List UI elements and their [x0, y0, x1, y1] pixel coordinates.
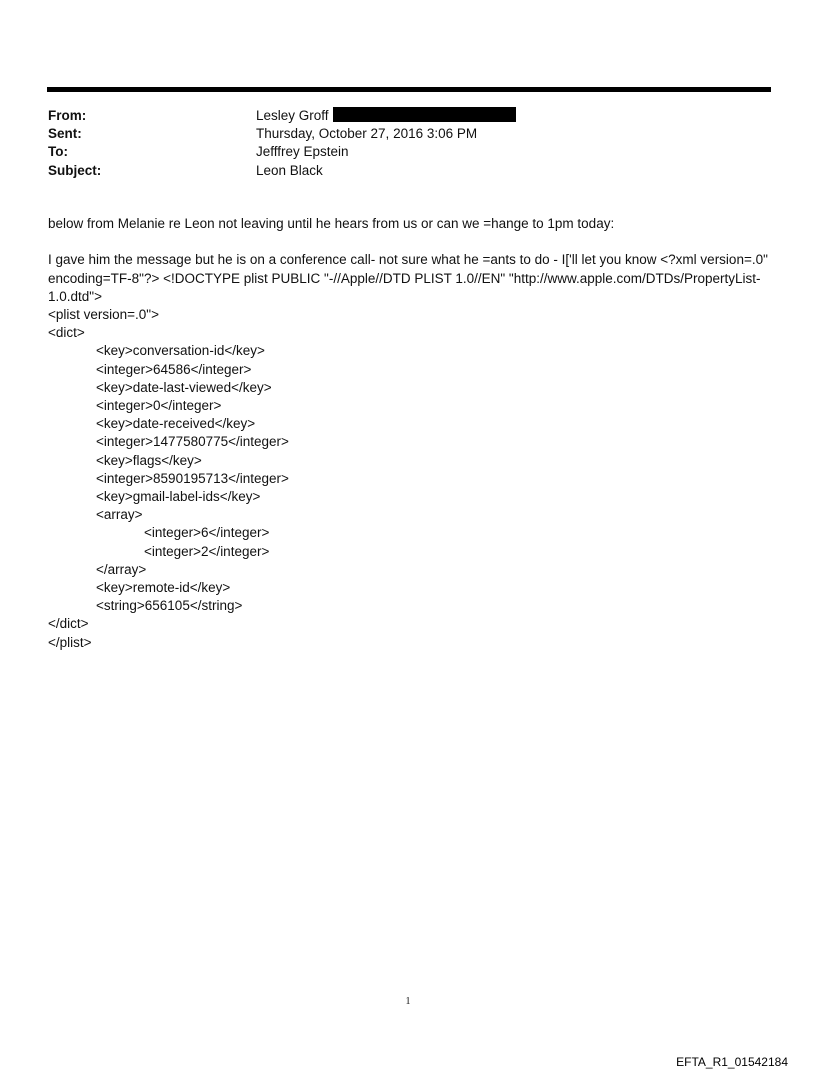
- xml-line: <integer>8590195713</integer>: [96, 470, 289, 486]
- xml-line: <dict>: [48, 325, 85, 341]
- xml-line: </plist>: [48, 634, 92, 650]
- xml-line: <integer>6</integer>: [144, 525, 270, 541]
- xml-line: <key>gmail-label-ids</key>: [96, 489, 261, 505]
- sender-name: Lesley Groff: [256, 108, 329, 123]
- from-label: From:: [48, 108, 87, 123]
- to-row: [48, 143, 516, 161]
- xml-line: <integer>0</integer>: [96, 398, 222, 414]
- xml-line: <integer>1477580775</integer>: [96, 434, 289, 450]
- email-body: [48, 215, 778, 652]
- xml-line: <plist version=.0">: [48, 307, 159, 322]
- sent-value: Thursday, October 27, 2016 3:06 PM: [256, 126, 478, 142]
- redaction-block: [333, 107, 516, 122]
- xml-line: <string>656105</string>: [96, 598, 243, 614]
- document-id: EFTA_R1_01542184: [676, 1055, 788, 1069]
- email-header: [48, 107, 516, 180]
- subject-row: [48, 162, 516, 180]
- page-number: 1: [405, 996, 411, 1007]
- header-divider: [47, 87, 771, 92]
- from-value: [256, 107, 516, 125]
- xml-line: <key>date-last-viewed</key>: [96, 379, 272, 395]
- to-value: Jefffrey Epstein: [256, 144, 349, 160]
- xml-line: </array>: [96, 561, 147, 577]
- sent-row: [48, 125, 516, 143]
- xml-line: <key>flags</key>: [96, 452, 202, 468]
- xml-line: <key>conversation-id</key>: [96, 343, 265, 359]
- xml-line: <array>: [96, 507, 143, 523]
- subject-value: Leon Black: [256, 162, 323, 178]
- xml-line: <key>date-received</key>: [96, 416, 256, 432]
- to-label: To:: [48, 144, 68, 160]
- from-row: [48, 107, 516, 125]
- xml-line: <integer>64586</integer>: [96, 361, 252, 377]
- body-paragraph-1: below from Melanie re Leon not leaving until he hears from us or can we =hange to 1pm today:: [48, 216, 615, 231]
- xml-line: <integer>2</integer>: [144, 543, 270, 559]
- xml-line: <key>remote-id</key>: [96, 580, 231, 596]
- subject-label: Subject:: [48, 162, 102, 178]
- sent-label: Sent:: [48, 126, 82, 142]
- body-paragraph-2: I gave him the message but he is on a conference call- not sure what he =ants to do - I['ll let you know <?xml version=.0" encoding=TF-8"?> <!DOCTYPE plist PUBLIC "-//Apple//DTD PLIST 1.0//EN" "http://www.apple.com/DTDs/PropertyList-1.0.dtd">: [48, 252, 768, 304]
- xml-line: </dict>: [48, 616, 89, 632]
